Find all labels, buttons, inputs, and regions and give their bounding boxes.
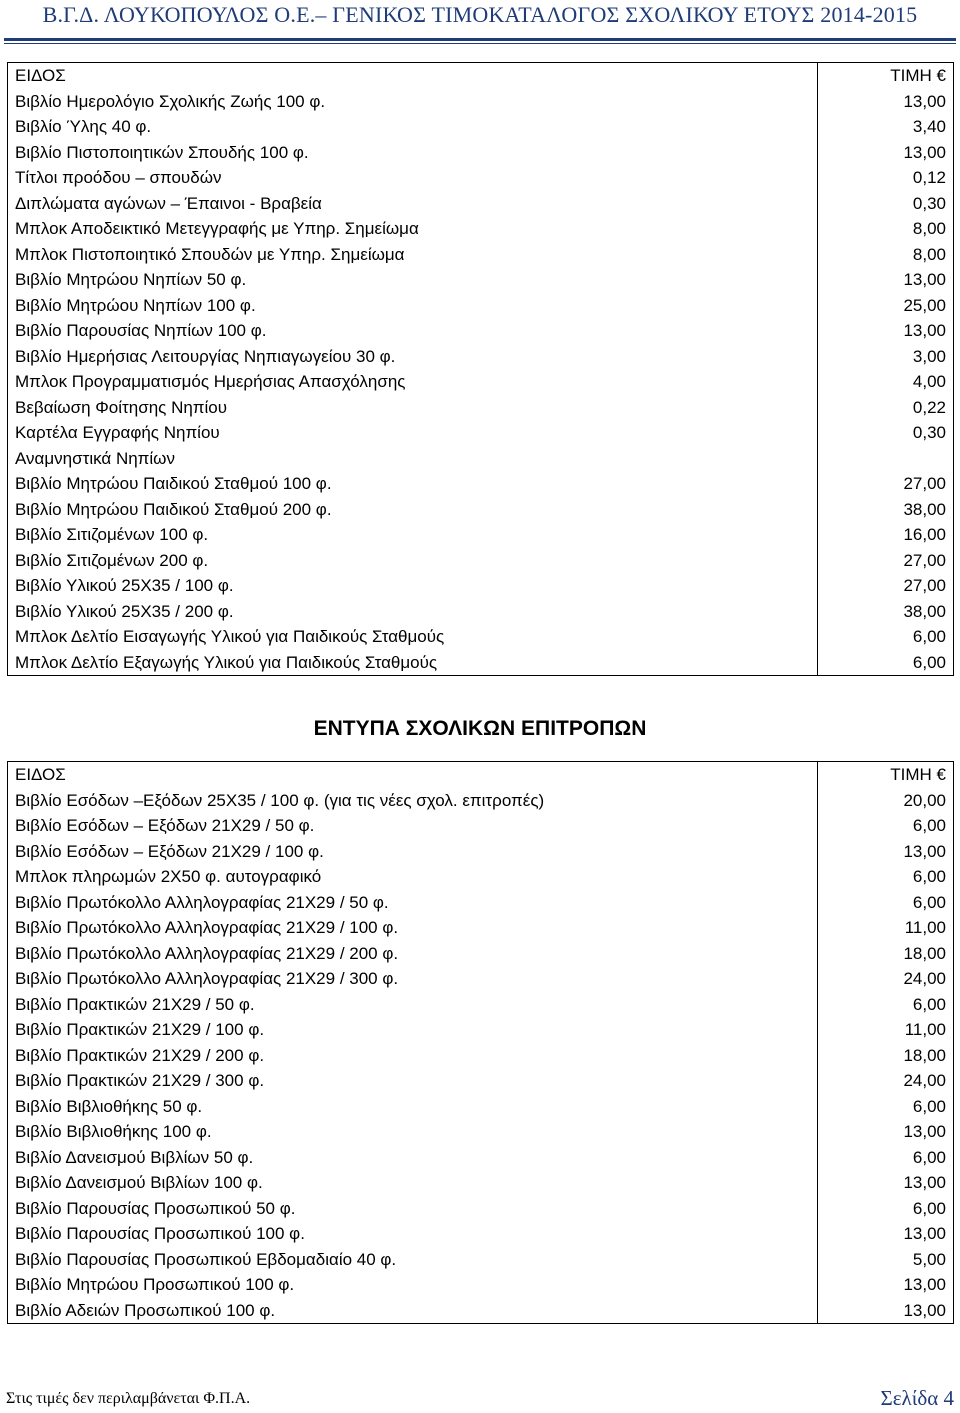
item-price: 13,00	[818, 1272, 954, 1298]
item-price: 18,00	[818, 1043, 954, 1069]
item-name: Βιβλίο Πρωτόκολλο Αλληλογραφίας 21Χ29 / 300 φ.	[8, 966, 818, 992]
item-name: Αναμνηστικά Νηπίων	[8, 446, 818, 472]
item-price: 24,00	[818, 1068, 954, 1094]
item-name: Βιβλίο Μητρώου Προσωπικού 100 φ.	[8, 1272, 818, 1298]
item-name: Βιβλίο Ημερήσιας Λειτουργίας Νηπιαγωγείου 30 φ.	[8, 344, 818, 370]
item-price: 38,00	[818, 497, 954, 523]
item-name: Βιβλίο Πρωτόκολλο Αλληλογραφίας 21Χ29 / 100 φ.	[8, 915, 818, 941]
item-price: 13,00	[818, 1221, 954, 1247]
item-name: Βιβλίο Εσόδων – Εξόδων 21Χ29 / 100 φ.	[8, 839, 818, 865]
item-price: 16,00	[818, 522, 954, 548]
table-row	[8, 1094, 954, 1120]
item-name: Βιβλίο Βιβλιοθήκης 100 φ.	[8, 1119, 818, 1145]
item-price: 4,00	[818, 369, 954, 395]
item-price: 8,00	[818, 242, 954, 268]
item-name: Βιβλίο Παρουσίας Προσωπικού Εβδομαδιαίο 40 φ.	[8, 1247, 818, 1273]
item-price: 13,00	[818, 318, 954, 344]
item-price: 11,00	[818, 1017, 954, 1043]
column-header-item: ΕΙΔΟΣ	[8, 762, 818, 788]
item-name: Μπλοκ Προγραμματισμός Ημερήσιας Απασχόλησης	[8, 369, 818, 395]
item-name: Βιβλίο Βιβλιοθήκης 50 φ.	[8, 1094, 818, 1120]
item-name: Βιβλίο Πιστοποιητικών Σπουδής 100 φ.	[8, 140, 818, 166]
table-row	[8, 864, 954, 890]
table-row	[8, 1119, 954, 1145]
item-price: 6,00	[818, 1094, 954, 1120]
table-row	[8, 1221, 954, 1247]
table-row	[8, 1170, 954, 1196]
table-row	[8, 992, 954, 1018]
item-price: 13,00	[818, 140, 954, 166]
table-row	[8, 966, 954, 992]
item-name: Βιβλίο Πρακτικών 21Χ29 / 50 φ.	[8, 992, 818, 1018]
item-name: Βιβλίο Αδειών Προσωπικού 100 φ.	[8, 1298, 818, 1324]
vat-note: Στις τιμές δεν περιλαμβάνεται Φ.Π.Α.	[6, 1390, 251, 1407]
table-row	[8, 293, 954, 319]
page-number: Σελίδα 4	[880, 1386, 954, 1410]
item-price: 3,00	[818, 344, 954, 370]
column-header-item: ΕΙΔΟΣ	[8, 63, 818, 89]
table-row	[8, 1272, 954, 1298]
table-row	[8, 267, 954, 293]
price-table-school	[7, 62, 954, 676]
item-price: 5,00	[818, 1247, 954, 1273]
item-price: 6,00	[818, 650, 954, 676]
item-price: 13,00	[818, 1170, 954, 1196]
item-name: Βιβλίο Παρουσίας Προσωπικού 50 φ.	[8, 1196, 818, 1222]
item-name: Βιβλίο Δανεισμού Βιβλίων 50 φ.	[8, 1145, 818, 1171]
table-row	[8, 650, 954, 676]
header-rule-thin	[4, 43, 956, 44]
table-row	[8, 369, 954, 395]
item-price: 6,00	[818, 1145, 954, 1171]
table-row	[8, 890, 954, 916]
item-price: 24,00	[818, 966, 954, 992]
item-price: 6,00	[818, 992, 954, 1018]
item-price: 0,12	[818, 165, 954, 191]
item-price: 0,30	[818, 420, 954, 446]
item-price: 13,00	[818, 267, 954, 293]
item-price: 13,00	[818, 1298, 954, 1324]
item-price: 13,00	[818, 1119, 954, 1145]
table-row	[8, 89, 954, 115]
table-row	[8, 216, 954, 242]
item-name: Βεβαίωση Φοίτησης Νηπίου	[8, 395, 818, 421]
item-price: 0,22	[818, 395, 954, 421]
item-price: 27,00	[818, 548, 954, 574]
item-name: Βιβλίο Μητρώου Νηπίων 100 φ.	[8, 293, 818, 319]
table-row	[8, 548, 954, 574]
item-name: Βιβλίο Υλικού 25Χ35 / 100 φ.	[8, 573, 818, 599]
item-name: Βιβλίο Ύλης 40 φ.	[8, 114, 818, 140]
table-row	[8, 395, 954, 421]
item-name: Διπλώματα αγώνων – Έπαινοι - Βραβεία	[8, 191, 818, 217]
item-price: 38,00	[818, 599, 954, 625]
table-row	[8, 165, 954, 191]
table-row	[8, 915, 954, 941]
table-row	[8, 242, 954, 268]
item-name: Βιβλίο Σιτιζομένων 100 φ.	[8, 522, 818, 548]
item-name: Μπλοκ Πιστοποιητικό Σπουδών με Υπηρ. Σημείωμα	[8, 242, 818, 268]
item-name: Μπλοκ Δελτίο Εξαγωγής Υλικού για Παιδικούς Σταθμούς	[8, 650, 818, 676]
item-price	[818, 446, 954, 472]
column-header-price: ΤΙΜΗ €	[818, 762, 954, 788]
table-row	[8, 839, 954, 865]
item-price: 6,00	[818, 813, 954, 839]
item-name: Βιβλίο Εσόδων –Εξόδων 25Χ35 / 100 φ. (για τις νέες σχολ. επιτροπές)	[8, 788, 818, 814]
item-name: Βιβλίο Πρακτικών 21Χ29 / 100 φ.	[8, 1017, 818, 1043]
item-name: Καρτέλα Εγγραφής Νηπίου	[8, 420, 818, 446]
item-price: 3,40	[818, 114, 954, 140]
header-rule	[4, 38, 956, 41]
table-row	[8, 788, 954, 814]
item-name: Βιβλίο Ημερολόγιο Σχολικής Ζωής 100 φ.	[8, 89, 818, 115]
table-row	[8, 1247, 954, 1273]
item-name: Βιβλίο Σιτιζομένων 200 φ.	[8, 548, 818, 574]
column-header-price: ΤΙΜΗ €	[818, 63, 954, 89]
item-price: 6,00	[818, 1196, 954, 1222]
table-row	[8, 1145, 954, 1171]
item-name: Τίτλοι προόδου – σπουδών	[8, 165, 818, 191]
table-row	[8, 344, 954, 370]
table-row	[8, 114, 954, 140]
table-row	[8, 420, 954, 446]
table-row	[8, 599, 954, 625]
item-price: 6,00	[818, 624, 954, 650]
item-name: Μπλοκ Δελτίο Εισαγωγής Υλικού για Παιδικούς Σταθμούς	[8, 624, 818, 650]
item-name: Βιβλίο Μητρώου Παιδικού Σταθμού 100 φ.	[8, 471, 818, 497]
item-price: 11,00	[818, 915, 954, 941]
document-header: Β.Γ.Δ. ΛΟΥΚΟΠΟΥΛΟΣ Ο.Ε.– ΓΕΝΙΚΟΣ ΤΙΜΟΚΑΤΑΛΟΓΟΣ ΣΧΟΛΙΚΟΥ ΕΤΟΥΣ 2014-2015	[42, 2, 918, 27]
table-row	[8, 1196, 954, 1222]
item-price: 6,00	[818, 890, 954, 916]
table-row	[8, 497, 954, 523]
table-row	[8, 446, 954, 472]
item-price: 25,00	[818, 293, 954, 319]
item-name: Βιβλίο Πρακτικών 21Χ29 / 200 φ.	[8, 1043, 818, 1069]
item-name: Βιβλίο Παρουσίας Νηπίων 100 φ.	[8, 318, 818, 344]
item-name: Βιβλίο Δανεισμού Βιβλίων 100 φ.	[8, 1170, 818, 1196]
item-name: Μπλοκ πληρωμών 2Χ50 φ. αυτογραφικό	[8, 864, 818, 890]
table-row	[8, 813, 954, 839]
item-price: 8,00	[818, 216, 954, 242]
table-row	[8, 191, 954, 217]
item-name: Βιβλίο Εσόδων – Εξόδων 21Χ29 / 50 φ.	[8, 813, 818, 839]
price-table-committees	[7, 761, 954, 1324]
item-name: Βιβλίο Πρωτόκολλο Αλληλογραφίας 21Χ29 / 50 φ.	[8, 890, 818, 916]
table-row	[8, 1068, 954, 1094]
table-row	[8, 1043, 954, 1069]
item-price: 18,00	[818, 941, 954, 967]
item-price: 27,00	[818, 573, 954, 599]
item-name: Βιβλίο Μητρώου Παιδικού Σταθμού 200 φ.	[8, 497, 818, 523]
table-row	[8, 1298, 954, 1324]
table-row	[8, 140, 954, 166]
item-price: 0,30	[818, 191, 954, 217]
item-name: Βιβλίο Μητρώου Νηπίων 50 φ.	[8, 267, 818, 293]
item-name: Βιβλίο Πρωτόκολλο Αλληλογραφίας 21Χ29 / 200 φ.	[8, 941, 818, 967]
item-price: 13,00	[818, 839, 954, 865]
item-name: Βιβλίο Πρακτικών 21Χ29 / 300 φ.	[8, 1068, 818, 1094]
table-row	[8, 471, 954, 497]
item-price: 13,00	[818, 89, 954, 115]
item-price: 6,00	[818, 864, 954, 890]
item-price: 20,00	[818, 788, 954, 814]
table-header-row	[8, 762, 954, 788]
table-row	[8, 1017, 954, 1043]
section-title: ΕΝΤΥΠΑ ΣΧΟΛΙΚΩΝ ΕΠΙΤΡΟΠΩΝ	[313, 717, 647, 740]
item-name: Βιβλίο Παρουσίας Προσωπικού 100 φ.	[8, 1221, 818, 1247]
item-name: Βιβλίο Υλικού 25Χ35 / 200 φ.	[8, 599, 818, 625]
table-row	[8, 522, 954, 548]
table-row	[8, 573, 954, 599]
table-row	[8, 941, 954, 967]
table-header-row	[8, 63, 954, 89]
item-price: 27,00	[818, 471, 954, 497]
table-row	[8, 624, 954, 650]
item-name: Μπλοκ Αποδεικτικό Μετεγγραφής με Υπηρ. Σημείωμα	[8, 216, 818, 242]
table-row	[8, 318, 954, 344]
